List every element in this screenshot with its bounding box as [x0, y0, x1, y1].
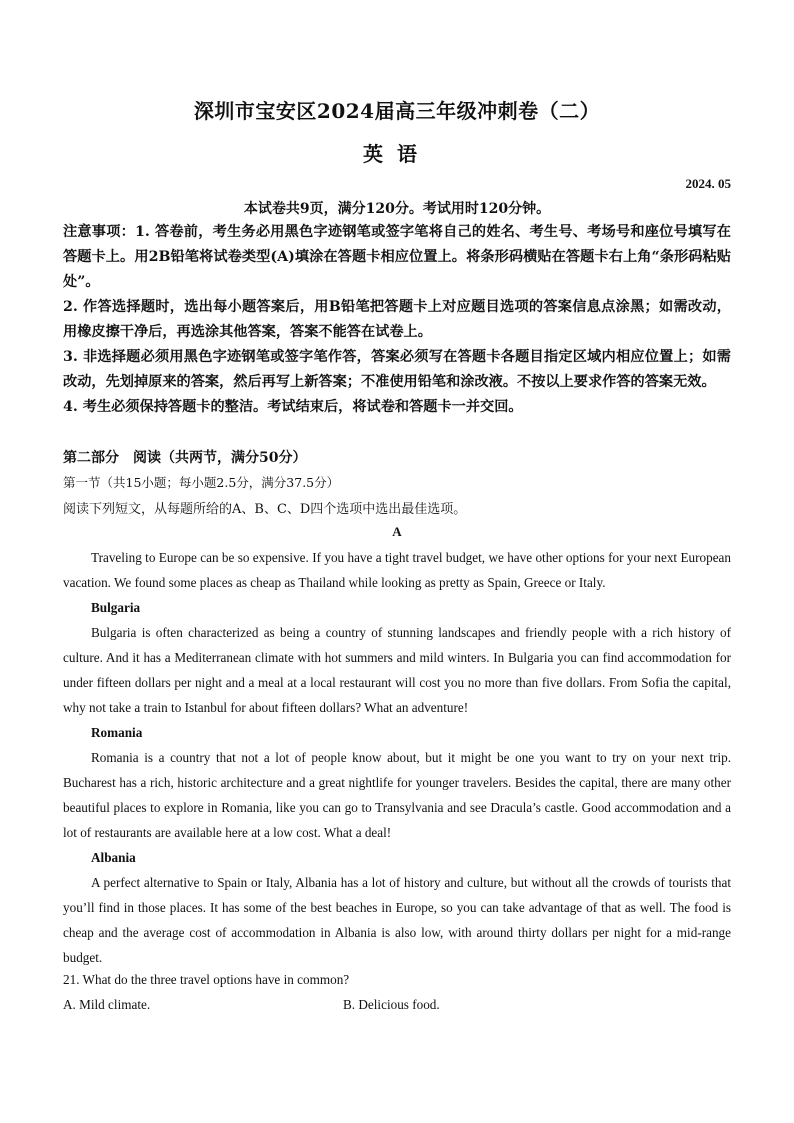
section-text-romania: Romania is a country that not a lot of people know about, but it might be one you want to try on your next trip. Bucharest has a rich, historic architecture and a great nightlife for younger travelers. Besides the capital, there are many other beautiful places to explore in Romania, like you can go to Transylvania and see Dracula’s castle. Good accommodation and a lot of restaurants are available here at a low cost. What a deal!	[63, 750, 731, 840]
notice-item: 2. 作答选择题时，选出每小题答案后，用B铅笔把答题卡上对应题目选项的答案信息点涂黑；如需改动，用橡皮擦干净后，再选涂其他答案，答案不能答在试卷上。	[63, 299, 731, 340]
exam-title: 深圳市宝安区2024届高三年级冲刺卷（二）	[193, 99, 601, 123]
option-a: A. Mild climate.	[63, 997, 151, 1012]
section-text-albania: A perfect alternative to Spain or Italy, Albania has a lot of history and culture, but without all the crowds of tourists that you’ll find in those places. It has some of the best beaches in Europe, so you can take advantage of that as well. The food is cheap and the average cost of accommodation in Albania is also low, with around thirty dollars per night for a mid-range budget.	[63, 875, 731, 965]
notice-block	[63, 220, 731, 420]
notice-item: 注意事项：1. 答卷前，考生务必用黑色字迹钢笔或签字笔将自己的姓名、考生号、考场号和座位号填写在答题卡上。用2B铅笔将试卷类型(A)填涂在答题卡相应位置上。将条形码横贴在答题卡右上角“条形码粘贴处”。	[63, 224, 731, 290]
section-heading-albania: Albania	[91, 850, 136, 865]
passage-body	[63, 545, 731, 970]
question-stem: 21. What do the three travel options have in common?	[63, 972, 350, 987]
instruction-text: 阅读下列短文，从每题所给的A、B、C、D四个选项中选出最佳选项。	[63, 502, 467, 517]
section-text-bulgaria: Bulgaria is often characterized as being a country of stunning landscapes and friendly people with a rich history of culture. And it has a Mediterranean climate with hot summers and mild winters. In Bulgaria you can find accommodation for under fifteen dollars per night and a meal at a local restaurant will cost you no more than five dollars. From Sofia the capital, why not take a train to Istanbul for about fifteen dollars? What an adventure!	[63, 625, 731, 715]
section-heading-bulgaria: Bulgaria	[91, 600, 141, 615]
notice-item: 3. 非选择题必须用黑色字迹钢笔或签字笔作答，答案必须写在答题卡各题目指定区域内相应位置上；如需改动，先划掉原来的答案，然后再写上新答案；不准使用铅笔和涂改液。不按以上要求作答的答案无效。	[63, 349, 731, 390]
part-heading: 第二部分 阅读（共两节，满分50分）	[63, 450, 307, 466]
option-b: B. Delicious food.	[343, 997, 440, 1012]
passage-intro: Traveling to Europe can be so expensive. If you have a tight travel budget, we have other options for your next European vacation. We found some places as cheap as Thailand while looking as pretty as Spain, Greece or Italy.	[63, 550, 731, 590]
section-heading-romania: Romania	[91, 725, 143, 740]
exam-info: 本试卷共9页，满分120分。考试用时120分钟。	[243, 201, 551, 217]
notice-item: 4. 考生必须保持答题卡的整洁。考试结束后，将试卷和答题卡一并交回。	[63, 399, 523, 415]
passage-label: A	[392, 524, 402, 539]
exam-date: 2024. 05	[685, 176, 731, 191]
subject-title: 英语	[363, 142, 431, 166]
section-heading: 第一节（共15小题；每小题2.5分，满分37.5分）	[63, 475, 340, 490]
